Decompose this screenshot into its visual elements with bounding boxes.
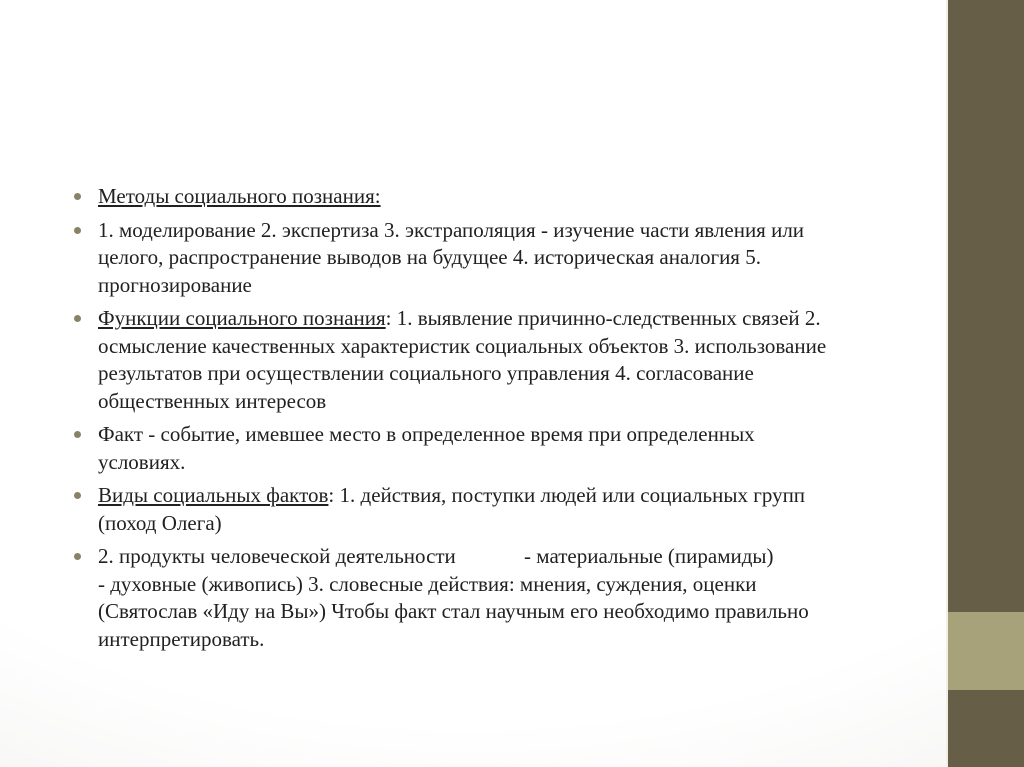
text-segment: 1. моделирование 2. экспертиза 3. экстраполяция - изучение части явления или [98, 217, 805, 242]
text-line [98, 449, 919, 477]
underlined-term: Методы социального познания: [98, 184, 381, 208]
text-segment: общественных интересов [98, 388, 327, 413]
text-line [98, 598, 919, 626]
text-line [98, 183, 919, 211]
text-line [98, 510, 919, 538]
text-line [98, 482, 919, 510]
text-line [98, 421, 919, 449]
text-segment: (поход Олега) [98, 510, 222, 535]
accent-band [948, 612, 1024, 690]
text-segment: : 1. действия, поступки людей или социальных групп [328, 483, 806, 507]
text-line [98, 333, 919, 361]
text-line [98, 272, 919, 300]
right-accent-bar [946, 0, 1024, 767]
text-line [98, 626, 919, 654]
bullet-item [69, 482, 919, 537]
text-segment: Факт - событие, имевшее место в определенное время при определенных [98, 422, 755, 446]
text-line [98, 388, 919, 416]
text-segment: условиях. [98, 449, 186, 474]
text-line [98, 305, 919, 333]
text-segment: (Святослав «Иду на Вы») Чтобы факт стал научным его необходимо правильно [98, 599, 809, 623]
text-segment: : 1. выявление причинно-следственных связей 2. [385, 306, 821, 330]
text-line [98, 244, 919, 272]
underlined-term: Виды социальных фактов [98, 483, 329, 507]
bullet-item [69, 217, 919, 300]
bullet-item [69, 421, 919, 476]
bullet-item [69, 305, 919, 415]
bullet-list [69, 183, 919, 653]
text-segment: прогнозирование [98, 272, 252, 297]
slide-body [69, 183, 919, 653]
text-segment: целого, распространение выводов на будущее 4. историческая аналогия 5. [98, 245, 761, 269]
text-segment: - духовные (живопись) 3. словесные действия: мнения, суждения, оценки [98, 571, 757, 596]
underlined-term: Функции социального познания [98, 306, 386, 330]
text-segment: результатов при осуществлении социального управления 4. согласование [98, 361, 754, 385]
text-line [98, 571, 919, 599]
text-segment: осмысление качественных характеристик социальных объектов 3. использование [98, 333, 827, 358]
bullet-item [69, 543, 919, 653]
text-line [98, 360, 919, 388]
text-segment: 2. продукты человеческой деятельности - материальные (пирамиды) [98, 544, 774, 568]
text-line [98, 217, 919, 245]
text-line [98, 543, 919, 571]
text-segment: интерпретировать. [98, 626, 265, 651]
bullet-item [69, 183, 919, 211]
